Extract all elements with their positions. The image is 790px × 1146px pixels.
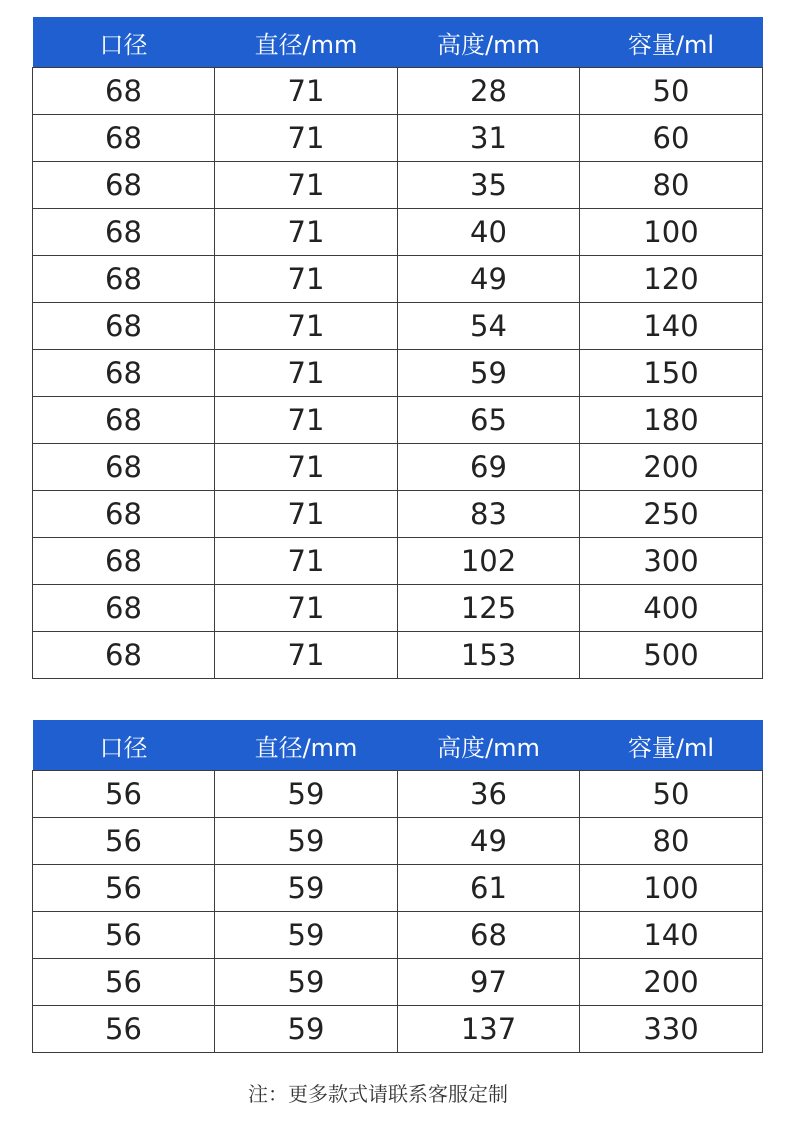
cell-mouth: 68 — [33, 585, 215, 632]
cell-diameter: 59 — [215, 912, 398, 959]
cell-diameter: 71 — [215, 350, 398, 397]
cell-capacity: 180 — [580, 397, 763, 444]
cell-height: 35 — [398, 162, 580, 209]
cell-capacity: 120 — [580, 256, 763, 303]
cell-capacity: 300 — [580, 538, 763, 585]
cell-capacity: 400 — [580, 585, 763, 632]
header-diameter: 直径/mm — [254, 30, 358, 59]
table-row — [33, 959, 763, 1006]
cell-height: 65 — [398, 397, 580, 444]
cell-capacity: 150 — [580, 350, 763, 397]
header-height: 高度/mm — [437, 30, 540, 59]
cell-capacity: 100 — [580, 865, 763, 912]
cell-capacity: 140 — [580, 303, 763, 350]
table-row — [33, 1006, 763, 1053]
cell-capacity: 50 — [580, 68, 763, 115]
header-capacity: 容量/ml — [627, 30, 715, 59]
cell-mouth: 56 — [33, 1006, 215, 1053]
cell-mouth: 68 — [33, 256, 215, 303]
cell-capacity: 330 — [580, 1006, 763, 1053]
cell-mouth: 68 — [33, 632, 215, 679]
cell-diameter: 59 — [215, 865, 398, 912]
cell-capacity: 50 — [580, 771, 763, 818]
spec-table-56 — [32, 720, 763, 1053]
header-diameter: 直径/mm — [254, 733, 358, 762]
cell-diameter: 71 — [215, 162, 398, 209]
cell-height: 153 — [398, 632, 580, 679]
cell-height: 31 — [398, 115, 580, 162]
cell-mouth: 68 — [33, 397, 215, 444]
cell-capacity: 250 — [580, 491, 763, 538]
table-body — [33, 68, 763, 679]
table-header — [33, 720, 763, 771]
header-height: 高度/mm — [437, 733, 540, 762]
table-row — [33, 162, 763, 209]
table-row — [33, 538, 763, 585]
cell-capacity: 140 — [580, 912, 763, 959]
cell-diameter: 71 — [215, 397, 398, 444]
cell-diameter: 71 — [215, 68, 398, 115]
cell-height: 28 — [398, 68, 580, 115]
table-body — [33, 771, 763, 1053]
cell-height: 36 — [398, 771, 580, 818]
cell-height: 83 — [398, 491, 580, 538]
cell-mouth: 68 — [33, 491, 215, 538]
table-row — [33, 585, 763, 632]
table-row — [33, 491, 763, 538]
header-mouth: 口径 — [99, 733, 148, 762]
cell-height: 49 — [398, 256, 580, 303]
cell-diameter: 71 — [215, 256, 398, 303]
header-row — [33, 720, 763, 771]
cell-mouth: 56 — [33, 912, 215, 959]
cell-height: 125 — [398, 585, 580, 632]
spec-table-68 — [32, 17, 763, 679]
header-row — [33, 17, 763, 68]
cell-capacity: 200 — [580, 444, 763, 491]
cell-mouth: 68 — [33, 115, 215, 162]
table-row — [33, 256, 763, 303]
cell-diameter: 71 — [215, 303, 398, 350]
cell-diameter: 71 — [215, 115, 398, 162]
table-row — [33, 444, 763, 491]
cell-diameter: 71 — [215, 209, 398, 256]
cell-height: 137 — [398, 1006, 580, 1053]
cell-height: 54 — [398, 303, 580, 350]
table-header — [33, 17, 763, 68]
table-row — [33, 68, 763, 115]
table-row — [33, 115, 763, 162]
cell-diameter: 59 — [215, 959, 398, 1006]
cell-mouth: 68 — [33, 162, 215, 209]
cell-mouth: 68 — [33, 538, 215, 585]
cell-mouth: 68 — [33, 444, 215, 491]
cell-capacity: 60 — [580, 115, 763, 162]
cell-capacity: 500 — [580, 632, 763, 679]
cell-height: 61 — [398, 865, 580, 912]
cell-capacity: 80 — [580, 818, 763, 865]
cell-height: 97 — [398, 959, 580, 1006]
cell-diameter: 71 — [215, 491, 398, 538]
cell-mouth: 56 — [33, 865, 215, 912]
cell-height: 40 — [398, 209, 580, 256]
footnote: 注：更多款式请联系客服定制 — [248, 1082, 508, 1106]
cell-diameter: 71 — [215, 632, 398, 679]
table-row — [33, 818, 763, 865]
cell-capacity: 200 — [580, 959, 763, 1006]
table-row — [33, 865, 763, 912]
cell-height: 68 — [398, 912, 580, 959]
cell-diameter: 59 — [215, 818, 398, 865]
cell-mouth: 68 — [33, 68, 215, 115]
cell-height: 59 — [398, 350, 580, 397]
header-mouth: 口径 — [99, 30, 148, 59]
cell-capacity: 100 — [580, 209, 763, 256]
cell-height: 69 — [398, 444, 580, 491]
table-row — [33, 912, 763, 959]
cell-mouth: 68 — [33, 303, 215, 350]
cell-diameter: 71 — [215, 444, 398, 491]
cell-mouth: 56 — [33, 959, 215, 1006]
table-row — [33, 350, 763, 397]
cell-diameter: 59 — [215, 771, 398, 818]
table-row — [33, 771, 763, 818]
header-capacity: 容量/ml — [627, 733, 715, 762]
cell-mouth: 56 — [33, 771, 215, 818]
cell-diameter: 71 — [215, 585, 398, 632]
cell-height: 102 — [398, 538, 580, 585]
cell-diameter: 71 — [215, 538, 398, 585]
table-row — [33, 303, 763, 350]
table-row — [33, 397, 763, 444]
cell-capacity: 80 — [580, 162, 763, 209]
cell-mouth: 56 — [33, 818, 215, 865]
cell-mouth: 68 — [33, 350, 215, 397]
table-row — [33, 632, 763, 679]
cell-mouth: 68 — [33, 209, 215, 256]
cell-diameter: 59 — [215, 1006, 398, 1053]
cell-height: 49 — [398, 818, 580, 865]
table-row — [33, 209, 763, 256]
